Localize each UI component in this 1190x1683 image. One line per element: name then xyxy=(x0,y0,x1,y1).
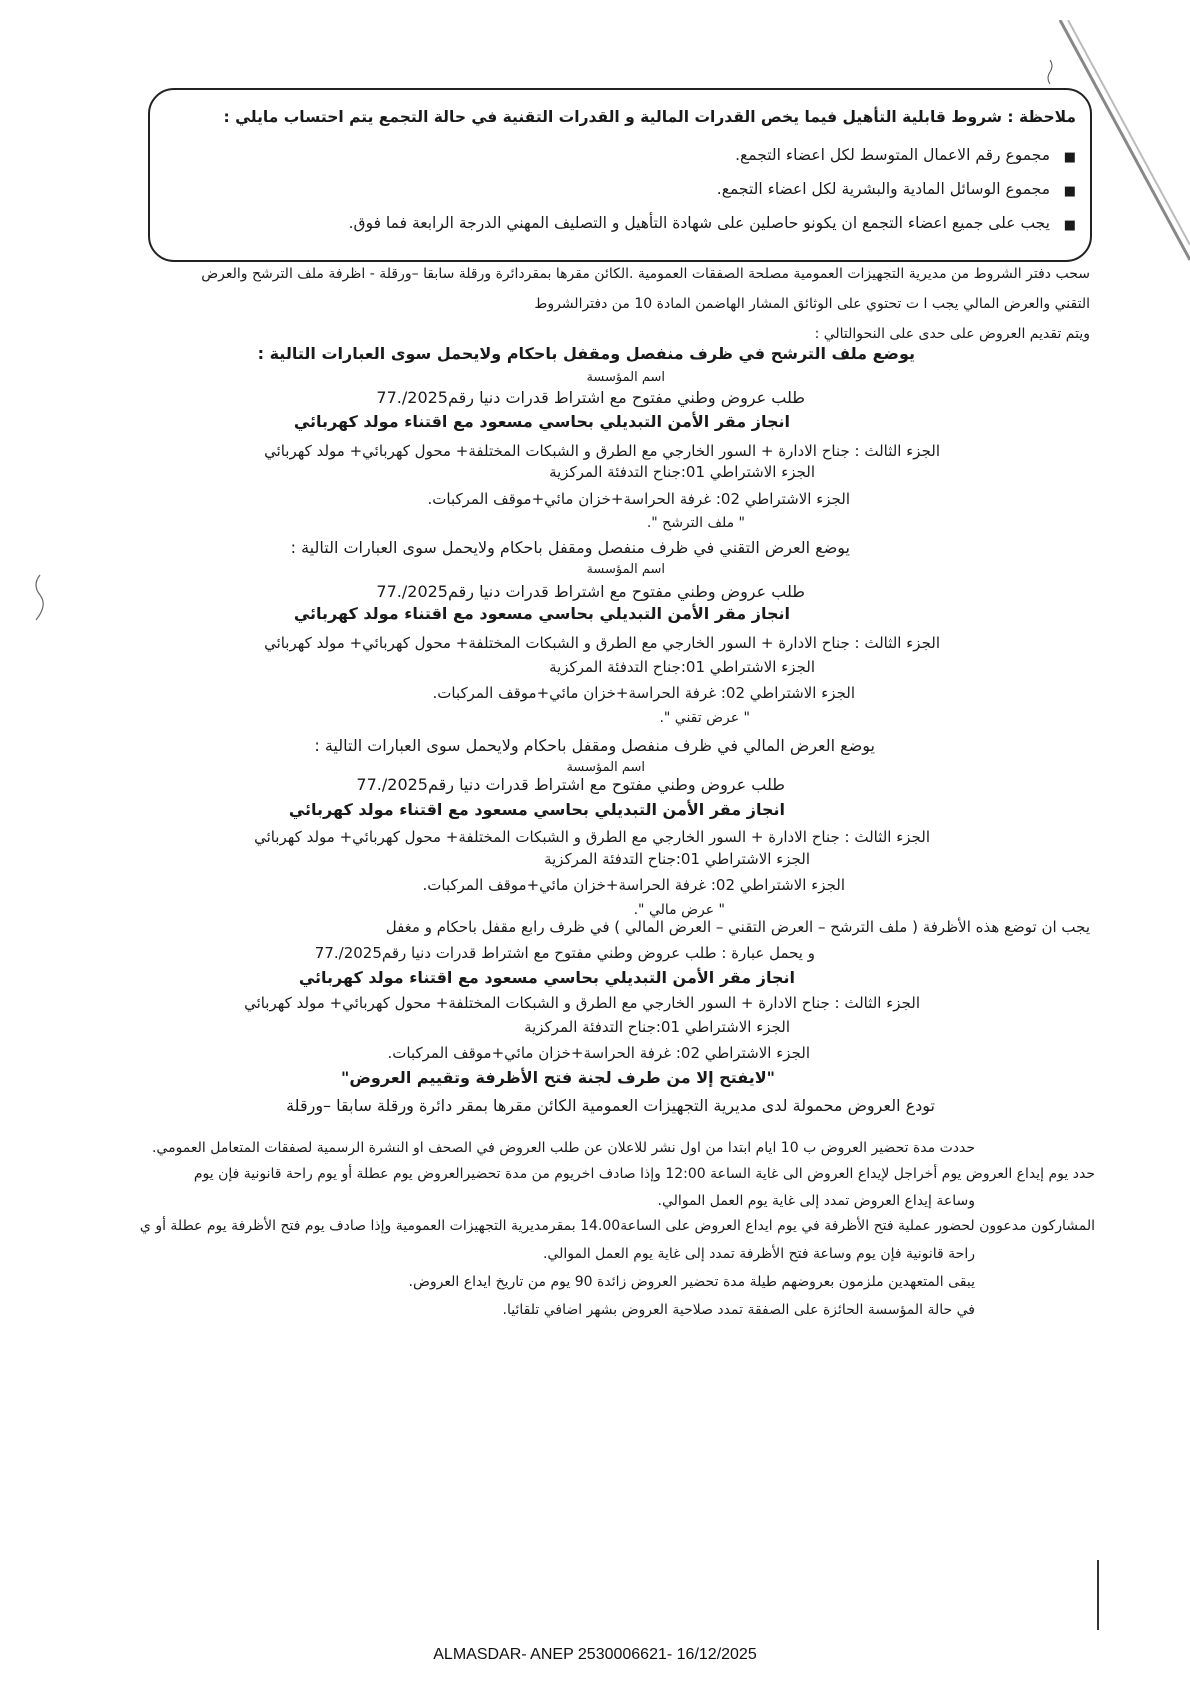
section-project: انجاز مقر الأمن التبديلي بحاسي مسعود مع اقتناء مولد كهربائي xyxy=(293,604,790,623)
outer-deposit: تودع العروض محمولة لدى مديرية التجهيزات العمومية الكائن مقرها بمقر دائرة ورقلة سابقا –ورقلة xyxy=(286,1096,935,1115)
section-head: يوضع العرض المالي في ظرف منفصل ومقفل باحكام ولايحمل سوى العبارات التالية : xyxy=(314,736,875,755)
section-project: انجاز مقر الأمن التبديلي بحاسي مسعود مع اقتناء مولد كهربائي xyxy=(288,800,785,819)
intro-line: ويتم تقديم العروض على حدى على النحوالتالي : xyxy=(814,326,1090,342)
outer-tender: و يحمل عبارة : طلب عروض وطني مفتوح مع اشتراط قدرات دنيا رقم2025/.77 xyxy=(314,944,815,962)
bullet-icon: ■ xyxy=(1063,184,1076,199)
section-tender: طلب عروض وطني مفتوح مع اشتراط قدرات دنيا رقم2025/.77 xyxy=(376,388,805,407)
section-opt2: الجزء الاشتراطي 02: غرفة الحراسة+خزان مائي+موقف المركبات. xyxy=(422,876,845,894)
section-opt1: الجزء الاشتراطي 01:جناح التدفئة المركزية xyxy=(544,850,810,868)
footer-reference: ALMASDAR- ANEP 2530006621- 16/12/2025 xyxy=(433,1646,757,1663)
outer-line: يجب ان توضع هذه الأظرفة ( ملف الترشح – العرض التقني – العرض المالي ) في ظرف رابع مقفل باحكام و مغفل xyxy=(385,918,1090,936)
outer-opt2: الجزء الاشتراطي 02: غرفة الحراسة+خزان مائي+موقف المركبات. xyxy=(387,1044,810,1062)
section-org: اسم المؤسسة xyxy=(566,760,645,775)
bullet-icon: ■ xyxy=(1063,150,1076,165)
outer-label: "لايفتح إلا من طرف لجنة فتح الأظرفة وتقييم العروض" xyxy=(341,1068,775,1087)
section-part3: الجزء الثالث : جناح الادارة + السور الخارجي مع الطرق و الشبكات المختلفة+ محول كهربائي+ مولد كهربائي xyxy=(264,442,940,460)
note-item: مجموع رقم الاعمال المتوسط لكل اعضاء التجمع. xyxy=(735,146,1050,164)
section-org: اسم المؤسسة xyxy=(586,370,665,385)
closing-line: راحة قانونية فإن يوم وساعة فتح الأظرفة تمدد إلى غاية يوم العمل الموالي. xyxy=(542,1246,975,1262)
section-org: اسم المؤسسة xyxy=(586,562,665,577)
section-tender: طلب عروض وطني مفتوح مع اشتراط قدرات دنيا رقم2025/.77 xyxy=(376,582,805,601)
note-item: مجموع الوسائل المادية والبشرية لكل اعضاء التجمع. xyxy=(716,180,1050,198)
section-head: يوضع ملف الترشح في ظرف منفصل ومقفل باحكام ولايحمل سوى العبارات التالية : xyxy=(257,344,915,363)
section-part3: الجزء الثالث : جناح الادارة + السور الخارجي مع الطرق و الشبكات المختلفة+ محول كهربائي+ مولد كهربائي xyxy=(254,828,930,846)
closing-line: حدد يوم إيداع العروض يوم أخراجل لإيداع العروض الى غاية الساعة 12:00 وإذا صادف اخريوم من مدة تحضيرالعروض يوم عطلة أو يوم راحة قانونية فإن يوم xyxy=(193,1166,1095,1182)
outer-project: انجاز مقر الأمن التبديلي بحاسي مسعود مع اقتناء مولد كهربائي xyxy=(298,968,795,987)
closing-line: المشاركون مدعوون لحضور عملية فتح الأظرفة في يوم ايداع العروض على الساعة14.00 بمقرمديرية التجهيزات العمومية وإذا صادف يوم فتح الأظرفة يوم عطلة أو ي xyxy=(139,1218,1095,1234)
margin-line xyxy=(1097,1560,1099,1630)
outer-part3: الجزء الثالث : جناح الادارة + السور الخارجي مع الطرق و الشبكات المختلفة+ محول كهربائي+ مولد كهربائي xyxy=(244,994,920,1012)
outer-opt1: الجزء الاشتراطي 01:جناح التدفئة المركزية xyxy=(524,1018,790,1036)
note-title: ملاحظة : شروط قابلية التأهيل فيما يخص القدرات المالية و القدرات التقنية في حالة التجمع يتم احتساب مايلي : xyxy=(223,108,1076,126)
section-opt2: الجزء الاشتراطي 02: غرفة الحراسة+خزان مائي+موقف المركبات. xyxy=(432,684,855,702)
closing-line: في حالة المؤسسة الحائزة على الصفقة تمدد صلاحية العروض بشهر اضافي تلقائيا. xyxy=(502,1302,975,1318)
section-tender: طلب عروض وطني مفتوح مع اشتراط قدرات دنيا رقم2025/.77 xyxy=(356,775,785,794)
closing-line: وساعة إيداع العروض تمدد إلى غاية يوم العمل الموالي. xyxy=(657,1193,975,1209)
closing-line: حددت مدة تحضير العروض ب 10 ايام ابتدا من اول نشر للاعلان عن طلب العروض في الصحف او النشرة الرسمية لصفقات المتعامل العمومي. xyxy=(151,1140,975,1156)
section-opt2: الجزء الاشتراطي 02: غرفة الحراسة+خزان مائي+موقف المركبات. xyxy=(427,490,850,508)
intro-line: سحب دفتر الشروط من مديرية التجهيزات العمومية مصلحة الصفقات العمومية .الكائن مقرها بمقردائرة ورقلة سابقا –ورقلة - اظرفة ملف الترشح والعرض xyxy=(201,266,1090,282)
note-box xyxy=(148,88,1092,262)
section-project: انجاز مقر الأمن التبديلي بحاسي مسعود مع اقتناء مولد كهربائي xyxy=(293,412,790,431)
scan-mark xyxy=(20,570,60,630)
closing-line: يبقى المتعهدين ملزمون بعروضهم طيلة مدة تحضير العروض زائدة 90 يوم من تاريخ ايداع العروض. xyxy=(408,1274,975,1290)
section-label: " عرض تقني ". xyxy=(659,710,750,726)
bullet-icon: ■ xyxy=(1063,218,1076,233)
section-head: يوضع العرض التقني في ظرف منفصل ومقفل باحكام ولايحمل سوى العبارات التالية : xyxy=(290,538,850,557)
intro-line: التقني والعرض المالي يجب ا ت تحتوي على الوثائق المشار الهاضمن المادة 10 من دفترالشروط xyxy=(534,296,1090,312)
section-part3: الجزء الثالث : جناح الادارة + السور الخارجي مع الطرق و الشبكات المختلفة+ محول كهربائي+ مولد كهربائي xyxy=(264,634,940,652)
note-item: يجب على جميع اعضاء التجمع ان يكونو حاصلين على شهادة التأهيل و التصليف المهني الدرجة الرابعة فما فوق. xyxy=(348,214,1050,232)
section-opt1: الجزء الاشتراطي 01:جناح التدفئة المركزية xyxy=(549,658,815,676)
section-opt1: الجزء الاشتراطي 01:جناح التدفئة المركزية xyxy=(549,463,815,481)
section-label: " عرض مالي ". xyxy=(633,902,725,918)
section-label: " ملف الترشح ". xyxy=(646,515,745,531)
